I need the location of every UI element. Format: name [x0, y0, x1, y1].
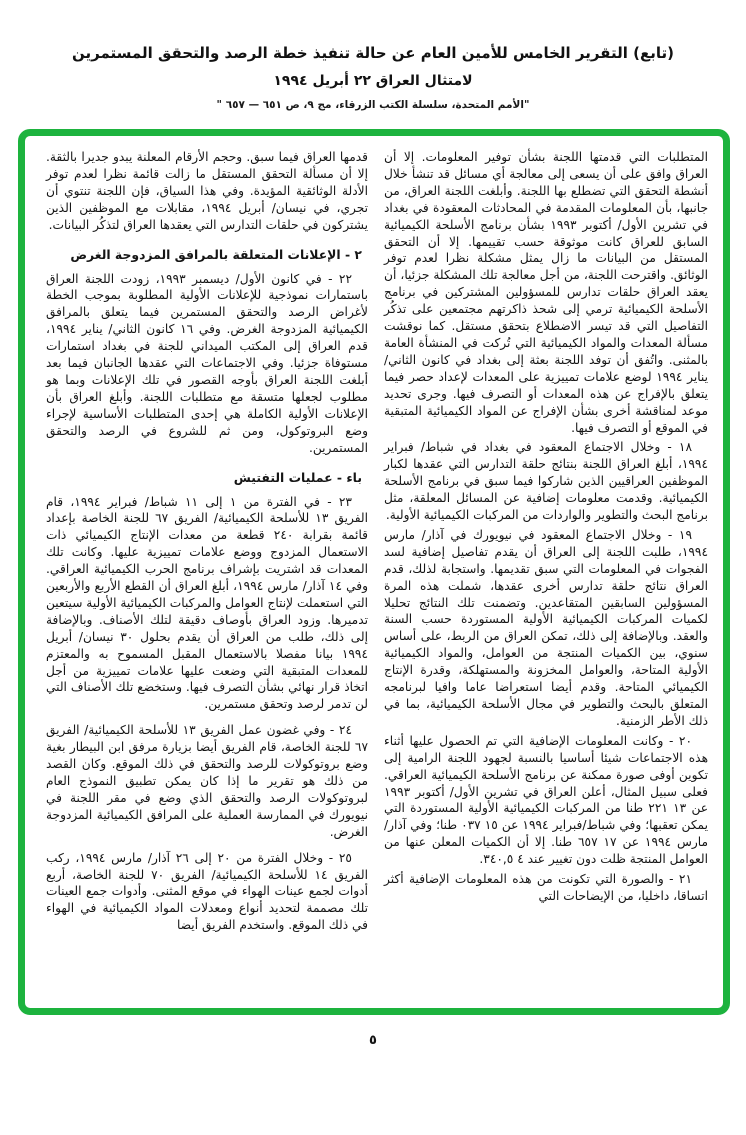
paragraph-23: ٢٣ - في الفترة من ١ إلى ١١ شباط/ فبراير ١٩٩٤، قام الفريق ١٣ للأسلحة الكيميائية/ الفريق ٦٧ للجنة الخاصة بإعداد قائمة بقرابة ٢٤٠ قطعة من معدات الإنتاج الكيميائي ذات الاستعمال المزدوج ووضع علامات تمييزية عليها. وكانت تلك المعدات قد اشتريت بإشراف برنامج الحرب الكيميائية العراقي. وفي ١٤ آذار/ مارس ١٩٩٤، أبلغ العراق أن القطع الأربع والأربعين التي استعملت لإنتاج العوامل والمركبات الكيميائية الأولية سيتعين تدميرها. وزود العراق بأوصاف دقيقة لتلك الأصناف. وبالإضافة إلى ذلك، طلب من العراق أن يقدم بحلول ٣٠ نيسان/ أبريل ١٩٩٤ بيانا مفصلا بالاستعمال المقبل المسموح به والمعتزم للمعدات المتبقية التي وضعت عليها علامات تمييزية من أجل اتخاذ قرار نهائي بشأن التصرف فيها. وستخضع تلك الأصناف التي لن تدمر لرصد وتحقق مستمرين. [46, 494, 369, 712]
paragraph-21: ٢١ - والصورة التي تكونت من هذه المعلومات الإضافية أكثر اتساقا، داخليا، من الإيضاحات التي [384, 872, 708, 903]
paragraph-22: ٢٢ - في كانون الأول/ ديسمبر ١٩٩٣، زودت اللجنة العراق باستمارات نموذجية للإعلانات الأولية المطلوبة بموجب الخطة لأغراض الرصد والتحقق المستمرين فيما يتعلق بالمرافق الكيميائية المزدوجة الغرض. وفي ١٦ كانون الثاني/ يناير ١٩٩٤، قدم العراق إلى المكتب الميداني للجنة في بغداد استمارات مستوفاة جزئيا. وفي الاجتماعات التي عقدها الجانبان فيما بعد أبلغت اللجنة العراق بأوجه القصور في تلك الإعلانات وبما هو مطلوب لجعلها متسقة مع متطلبات اللجنة. وأبلغ العراق بأن الإعلانات الأولية الكاملة هي إحدى المتطلبات الأساسية لإجراء وضع البروتوكول، ومن ثم للشروع في الرصد والتحقق المستمرين. [46, 271, 368, 455]
paragraph-25: ٢٥ - وخلال الفترة من ٢٠ إلى ٢٦ آذار/ مارس ١٩٩٤، ركب الفريق ١٤ للأسلحة الكيميائية/ الفريق ٧٠ للجنة الخاصة، أربع أدوات لجمع عينات الهواء في موقع المثنى. وأدوات جمع العينات تلك مصممة لتحديد أنواع ومعدلات المواد الكيميائية في الهواء في ذلك الموقع. واستخدم الفريق أيضا [46, 850, 368, 933]
paragraph-17-continuation: المتطلبات التي قدمتها اللجنة بشأن توفير المعلومات. إلا أن العراق وافق على أن يسعى إلى معالجة أي مسائل قد تنشأ خلال أنشطة التحقق التي تضطلع بها اللجنة. وأبلغت اللجنة العراق، من جانبها، بأن المعلومات المقدمة في المحادثات المعقودة في بغداد في تشرين الأول/ أكتوبر ١٩٩٣ بشأن برنامج الأسلحة الكيميائية السابق للعراق كانت موثوقة حسب تقييمها. إلا أن التحقق المستقل من البيانات ما زال يمثل مشكلة نظرا لعدم توفر الوثائق. واقترحت اللجنة، من أجل معالجة تلك المشكلة جزئيا، أن يعقد العراق حلقات تدارس للمسؤولين المشتركين في برنامج الأسلحة الكيميائية ترمي إلى شحذ ذاكرتهم مجتمعين على تذكُر التفاصيل التي قد تيسر الاضطلاع بتحقق مستقل. كما نوقشت مسألة المعدات والمواد الكيميائية التي تُركت في المنشأة العامة بالمثنى. واتُفق أن توفد اللجنة بعثة إلى بغداد في كانون الثاني/ يناير ١٩٩٤ لوضع علامات تمييزية على المعدات لإعداد حصر فيما يتعلق بالإفراج عن هذه المعدات أو التصرف فيها. وجرى تحديد موعد لمناقشة أخرى بشأن الإفراج عن المواد الكيميائية المتبقية في الموقع أو التصرف فيها. [384, 150, 708, 435]
paragraph-21-continuation: قدمها العراق فيما سبق. وحجم الأرقام المعلنة يبدو جديرا بالثقة. إلا أن مسألة التحقق المستقل ما زالت قائمة نظرا لعدم توفر الأدلة الوثائقية المؤيدة. وفي هذا السياق، فإن اللجنة تنتوي أن تجري، في نيسان/ أبريل ١٩٩٤، مقابلات مع الموظفين الذين يشتركون في حلقات التدارس التي يعقدها العراق لتذكُر البيانات. [46, 150, 368, 232]
page-number: ٥ [369, 1033, 377, 1048]
report-title-line1: (تابع) التقرير الخامس للأمين العام عن حالة تنفيذ خطة الرصد والتحقق المستمرين [72, 44, 674, 62]
section-heading-declarations: ٢ - الإعلانات المتعلقة بالمرافق المزدوجة الغرض [70, 246, 362, 262]
page-header [0, 44, 746, 111]
text-column-right [384, 149, 708, 908]
source-citation: "الأمم المتحدة، سلسلة الكتب الزرقاء، مج ٩، ص ٦٥١ — ٦٥٧ " [216, 99, 530, 111]
paragraph-24: ٢٤ - وفي غضون عمل الفريق ١٣ للأسلحة الكيميائية/ الفريق ٦٧ للجنة الخاصة، قام الفريق أيضا بزيارة مرفق ابن البيطار بغية وضع بروتوكولات للرصد والتحقق في ذلك الموقع. وكان القصد من ذلك هو تقرير ما إذا كان يمكن تطبيق النموذج العام لبروتوكولات الرصد والتحقق الذي وضع في مقر اللجنة في نيويورك في الممارسة العملية على المرافق الكيميائية المزدوجة الغرض. [46, 723, 368, 839]
paragraph-18: ١٨ - وخلال الاجتماع المعقود في بغداد في شباط/ فبراير ١٩٩٤، أبلغ العراق اللجنة بنتائج حلقة التدارس التي عقدها لكبار الموظفين العراقيين الذين شاركوا فيما سبق في برنامج الأسلحة الكيميائية. وقدمت معلومات إضافية عن المسائل المعلقة، مثل برنامج البحث والتطوير والواردات من المركبات الكيميائية الأولية. [384, 440, 708, 523]
section-heading-inspections: باء - عمليات التفتيش [233, 469, 362, 485]
paragraph-19: ١٩ - وخلال الاجتماع المعقود في نيويورك في آذار/ مارس ١٩٩٤، طلبت اللجنة إلى العراق أن يقدم تفاصيل إضافية لسد الفجوات في المعلومات التي سبق تقديمها. واستجابة لذلك، قدم العراق نتائج حلقة تدارس أخرى عقدها، شملت هذه المرة المسؤولين السابقين المتقاعدين. وتضمنت تلك النتائج تحليلا لكميات المركبات الكيميائية الأولية المستوردة حسب السنة والعقد. وبالإضافة إلى ذلك، تمكن العراق من الربط، على أساس سنوي، بين الكميات المنتجة من العوامل، والمواد الكيميائية الأولية المتاحة، والعوامل المخزونة والمستهلكة، وقدرة الإنتاج الكيميائي المتاحة. وقدم أيضا استعراضا عاما وافيا لبرنامجه المتعلق بالبحث والتطوير في مجال الأسلحة الكيميائية، بما في ذلك الأطر الزمنية. [384, 527, 708, 728]
paragraph-20: ٢٠ - وكانت المعلومات الإضافية التي تم الحصول عليها أثناء هذه الاجتماعات شيئا أساسيا بالنسبة لجهود اللجنة الرامية إلى تكوين أوفى صورة ممكنة عن برنامج الأسلحة الكيميائية العراقي. فعلى سبيل المثال، أعلن العراق في تشرين الأول/ أكتوبر ١٩٩٣ عن ١٣ ٢٢١ طنا من المركبات الكيميائية الأولية المستوردة التي يمكن تعقبها؛ وفي شباط/فبراير ١٩٩٤ عن ١٥ ٠٣٧ طنا؛ وفي آذار/ مارس ١٩٩٤ عن ١٧ ٦٥٧ طنا. إلا أن الكميات المعلن عنها من العوامل المنتجة ظلت دون تغيير عند ٤ ٣٤٠,٥. [384, 733, 708, 867]
report-title-line2: لامتثال العراق ٢٢ أبريل ١٩٩٤ [273, 73, 473, 89]
text-column-left [46, 149, 368, 937]
